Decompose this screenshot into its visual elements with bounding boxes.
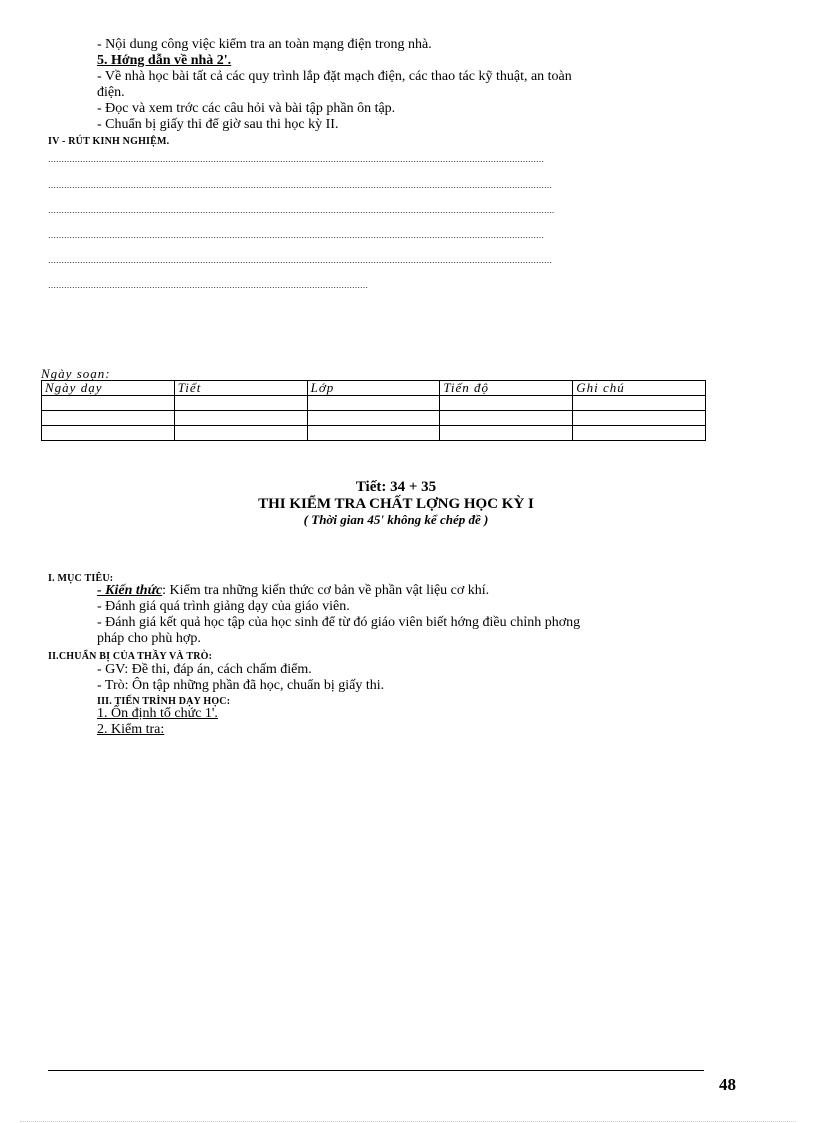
header-teaching-date: Ngày dạy [42, 381, 175, 396]
review-heading: IV - RÚT KINH NGHIỆM. [48, 136, 170, 147]
dotted-line: ………………………………………………………………………………………………………… [48, 282, 368, 290]
dotted-line: …………………………………………………………………………………………………………………………………………………………………… [48, 232, 544, 240]
table-cell [42, 426, 175, 441]
header-period: Tiết [174, 381, 307, 396]
content-line: - Về nhà học bài tất cả các quy trình lắp đặt mạch điện, các thao tác kỹ thuật, an toàn [97, 69, 572, 84]
table-cell [174, 396, 307, 411]
content-line: pháp cho phù hợp. [97, 631, 201, 646]
content-line: - Nội dung công việc kiểm tra an toàn mạng điện trong nhà. [97, 37, 432, 52]
table-cell [307, 411, 440, 426]
preparation-heading: II.CHUẨN BỊ CỦA THẦY VÀ TRÒ: [48, 651, 213, 662]
lesson-subtitle: ( Thời gian 45' không kể chép đề ) [303, 512, 489, 527]
process-step-2: 2. Kiểm tra: [97, 722, 165, 737]
table-row [42, 411, 706, 426]
header-class: Lớp [307, 381, 440, 396]
table-cell [307, 396, 440, 411]
table-cell [573, 426, 706, 441]
table-row [42, 396, 706, 411]
prep-date-label: Ngày soạn: [41, 366, 111, 381]
table-cell [440, 411, 573, 426]
content-line: - Chuẩn bị giấy thi để giờ sau thi học kỳ II. [97, 117, 339, 132]
lesson-title: THI KIỂM TRA CHẤT LỢNG HỌC KỲ I [258, 496, 534, 512]
table-cell [42, 411, 175, 426]
table-cell [174, 411, 307, 426]
table-cell [440, 396, 573, 411]
table-cell [573, 396, 706, 411]
content-line: - Đánh giá kết quả học tập của học sinh để từ đó giáo viên biết hớng điều chỉnh phơng [97, 615, 581, 630]
dotted-line: ………………………………………………………………………………………………………………………………………………………………………. [48, 207, 554, 215]
table-cell [440, 426, 573, 441]
table-header-row [42, 381, 706, 396]
process-step-1: 1. Ổn định tổ chức 1'. [97, 706, 218, 721]
footer-rule [48, 1070, 704, 1071]
page-edge-divider [20, 1121, 796, 1122]
period-label: Tiết: 34 + 35 [355, 479, 437, 495]
dotted-line: ……………………………………………………………………………………………………………………………………………………………………… [48, 257, 552, 265]
table-cell [573, 411, 706, 426]
content-line: - Đọc và xem trớc các câu hỏi và bài tập phần ôn tập. [97, 101, 396, 116]
page-number: 48 [719, 1075, 736, 1094]
process-heading: III. TIẾN TRÌNH DẠY HỌC: [97, 696, 231, 707]
content-line: - Đánh giá quá trình giảng dạy của giáo viên. [97, 599, 350, 614]
content-line: điện. [97, 85, 125, 100]
header-progress: Tiến độ [440, 381, 573, 396]
objectives-heading: I. MỤC TIÊU: [48, 573, 114, 584]
knowledge-text: : Kiểm tra những kiến thức cơ bản về phần vật liệu cơ khí. [162, 583, 490, 598]
schedule-table [41, 380, 706, 441]
dotted-line: …………………………………………………………………………………………………………………………………………………………………… [48, 156, 544, 164]
table-cell [307, 426, 440, 441]
header-notes: Ghi chú [573, 381, 706, 396]
knowledge-line [97, 584, 489, 598]
content-line: - Trò: Ôn tập những phần đã học, chuẩn bị giấy thi. [97, 678, 385, 693]
homework-heading: 5. Hớng dẫn về nhà 2'. [97, 53, 232, 68]
table-cell [42, 396, 175, 411]
table-row [42, 426, 706, 441]
knowledge-label: - Kiến thức [97, 583, 163, 598]
table-cell [174, 426, 307, 441]
content-line: - GV: Đề thi, đáp án, cách chấm điểm. [97, 662, 312, 677]
dotted-line: ……………………………………………………………………………………………………………………………………………………………………… [48, 182, 552, 190]
